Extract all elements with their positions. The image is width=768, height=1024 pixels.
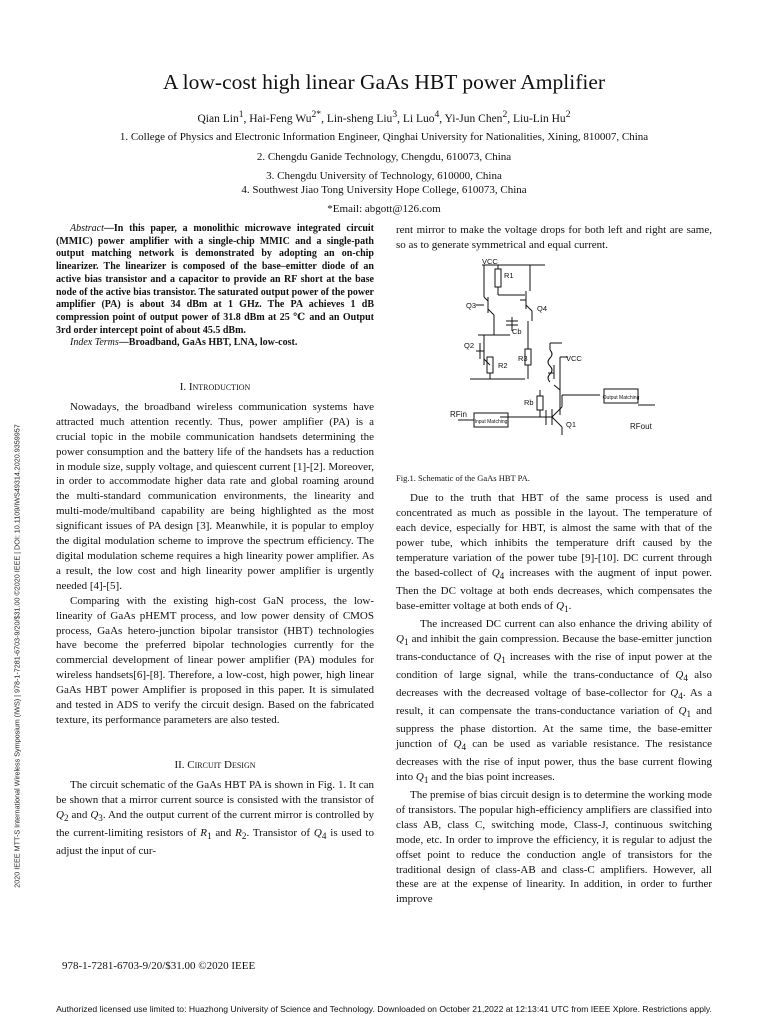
label-r2: R2 [498, 361, 508, 370]
section-2-title: II. Circuit Design [174, 758, 256, 771]
left-column [56, 223, 374, 859]
label-rb: Rb [524, 398, 534, 407]
label-rfin: RFin [450, 410, 467, 419]
affiliation-3: 3. Chengdu University of Technology, 610000, China [266, 170, 502, 182]
right-column [396, 491, 712, 907]
right-para-2: The increased DC current can also enhance the driving ability of $Q_1$ and inhibit the gain compression. Because the base-emitter junction trans-conductance of $Q_1$ increases with the rise of input power at the condition of large signal, while the trans-conductance of $Q_4$ also decreases with the decreased voltage of base-collector for $Q_4$. As a result, it can compensate the trans-conductance variation of $Q_1$ and suppress the phase distortion. At the same time, the base-emitter junction of $Q_4$ can be used as variable resistance. The resistance decreases with the rise of input power, thus the base current flowing into $Q_1$ and the bias point increases. [396, 617, 713, 786]
section-1-title: I. Introduction [179, 381, 251, 394]
label-vcc: VCC [482, 257, 498, 266]
paper-title: A low-cost high linear GaAs HBT power Amplifier [162, 70, 606, 94]
label-input-matching: Input Matching [474, 419, 508, 425]
label-cb: Cb [512, 327, 522, 336]
intro-para-1: Nowadays, the broadband wireless communication systems have attracted much attention recently. Thus, power amplifier (PA) is a crucial topic in the mobile communication handsets determining the power consumption and the battery life of the handsets has a reduction in module size, supply voltage, and quiescent current [1]-[2]. Moreover, in order to accommodate higher data rate and global roaming around the multi-standard communication environments, the linearity and multi-mode/multiband capability are being highlighted as the most significant issues of PA design [3]. Meanwhile, it is popular to employ the digital modulation scheme to improve the spectrum efficiency. The digital modulation scheme requires a high linearity power amplifier. As a result, the low cost and high linearity power amplifier is urgently needed [4]-[5]. [56, 400, 374, 592]
author-list: Qian Lin$^1$, Hai-Feng $Wu^{2*}$, Lin-sheng Liu$^3$, Li Luo$^4$, Yi-Jun Chen$^2$, Liu-Lin Hu$^2$ [197, 109, 571, 125]
circuit-para-1: The circuit schematic of the GaAs HBT PA is shown in Fig. 1. It can be shown that a mirror current source is consisted with the transistor of $Q_2$ and $Q_3$. And the output current of the current mirror is controlled by the current-limiting resistors of $R_1$ and $R_2$. Transistor of $Q_4$ is used to adjust the input of cur- [56, 778, 374, 857]
label-q3: Q3 [466, 301, 477, 310]
circuit-para-1-continued: rent mirror to make the voltage drops for both left and right are same, so as to generate symmetrical and equal current. [396, 224, 712, 251]
right-para-3: The premise of bias circuit design is to determine the working mode of transistors. The popular high-efficiency amplifiers are classified into class AB, class C, switching mode, Class-J, continuous switching mode, etc. In order to improve the efficiency, it is regular to adjust the offset point to reduce the conduction angle of transistors for the traditional design of class-AB and class-C amplifiers. However, all these are at the expense of linearity. In addition, in order to further improve [396, 789, 712, 906]
label-vcc-2: VCC [566, 354, 582, 363]
affiliation-1: 1. College of Physics and Electronic Information Engineer, Qinghai University for Nationalities, Xining, 810007, China [119, 131, 649, 143]
intro-para-2: Comparing with the existing high-cost GaN process, the low-linearity of GaAs pHEMT process, and low power density of CMOS process, GaAs hetero-junction bipolar transistor (HBT) technologies have become the preferred bipolar technologies currently for the commercial development of linear power amplifier (PA) modules for wireless handsets[6]-[8]. Therefore, a low-cost, high power, high linear GaAs HBT power Amplifier is proposed in this paper. It is simulated and tested in ADS to verify the circuit design. Based on the fabricated texture, its performance parameters are also tested. [56, 594, 374, 726]
label-q1: Q1 [566, 420, 577, 429]
circuit-schematic [440, 255, 700, 445]
label-r3: R3 [518, 354, 528, 363]
affiliation-4: 4. Southwest Jiao Tong University Hope College, 610073, China [241, 184, 527, 196]
index-terms: Index Terms—Broadband, GaAs HBT, LNA, low-cost. [70, 337, 298, 349]
label-rfout: RFout [630, 422, 652, 431]
label-q4: Q4 [537, 304, 548, 313]
label-r1: R1 [504, 271, 514, 280]
affiliation-2: 2. Chengdu Ganide Technology, Chengdu, 610073, China [256, 151, 512, 163]
sidebar-citation: 2020 IEEE MTT-S International Wireless Symposium (IWS) | 978-1-7281-6703-9/20/$31.00 ©2020 IEEE | DOI: 10.1109/IWS49314.2020.9359957 [12, 424, 22, 888]
footer-copyright: 978-1-7281-6703-9/20/$31.00 ©2020 IEEE [62, 960, 256, 972]
abstract: Abstract—In this paper, a monolithic microwave integrated circuit (MMIC) power amplifier with a single-chip MMIC and a single-path output matching network is demonstrated by adopting an on-chip linearizer. The linearizer is composed of the base–emitter diode of an active bias transistor and a capacitor to provide an RF short at the base node of the active bias transistor. The saturated output power of the power amplifier (PA) is about 34 dBm at 1 GHz. The PA achieves 1 dB compression point of output power of 31.8 dBm at 25 ℃ and an Output 3rd order intercept point of about 45.5 dBm. [56, 223, 374, 336]
email: *Email: abgott@126.com [327, 203, 441, 215]
authorized-use-notice: Authorized licensed use limited to: Huazhong University of Science and Technology. Downloaded on October 21,2022 at 12:13:41 UTC from IEEE Xplore. Restrictions apply. [56, 1004, 712, 1014]
label-output-matching: Output Matching [602, 395, 640, 401]
label-q2: Q2 [464, 341, 475, 350]
figure-caption: Fig.1. Schematic of the GaAs HBT PA. [396, 473, 530, 483]
right-para-1: Due to the truth that HBT of the same process is used and concentrated as much as possible in the layout. The temperature of each device, especially for HBT, is almost the same with that of the power tube, which inhibits the temperature drift caused by the temperature variation of the power tube [9]-[10]. DC current through the based-collect of $Q_4$ increases with the augment of input power. Then the DC voltage at both ends decreases, which compensates the base-emitter voltage at both ends of $Q_1$. [396, 492, 712, 614]
